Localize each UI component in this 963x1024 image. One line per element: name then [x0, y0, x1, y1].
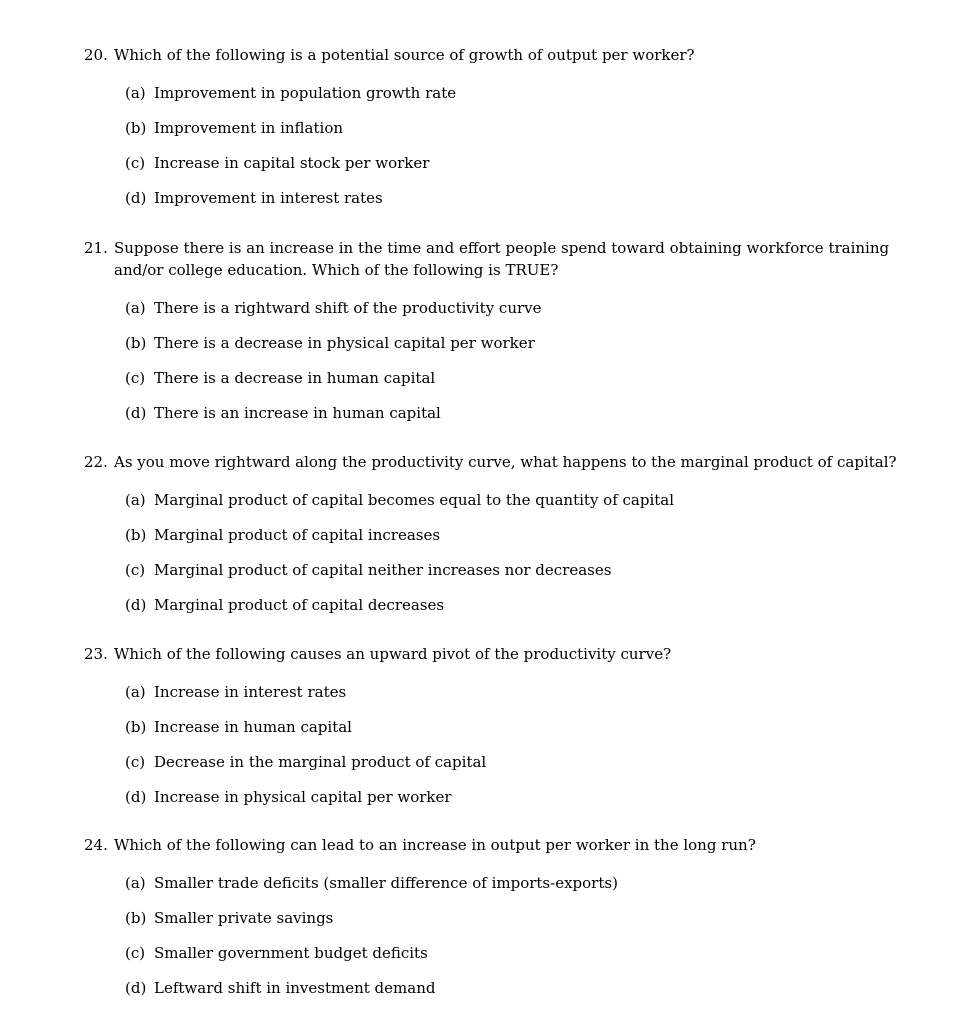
option-d[interactable] — [125, 402, 914, 437]
option-text: Increase in interest rates — [154, 683, 347, 701]
question-number: 21. — [84, 239, 108, 257]
question-stem — [84, 44, 914, 66]
option-list — [84, 82, 914, 222]
question-20 — [84, 44, 914, 222]
option-letter: (c) — [125, 369, 146, 387]
option-d[interactable] — [125, 977, 914, 1012]
option-letter: (b) — [125, 119, 147, 137]
option-text: Improvement in population growth rate — [154, 84, 457, 102]
option-text: Marginal product of capital increases — [154, 526, 441, 544]
option-a[interactable] — [125, 82, 914, 117]
question-text: As you move rightward along the productivity curve, what happens to the marginal product of capital? — [114, 453, 897, 471]
option-letter: (a) — [125, 491, 146, 509]
option-a[interactable] — [125, 489, 914, 524]
option-list — [84, 681, 914, 821]
question-stem — [84, 237, 914, 281]
option-text: Marginal product of capital becomes equal to the quantity of capital — [154, 491, 675, 509]
option-letter: (d) — [125, 788, 147, 806]
question-23 — [84, 643, 914, 821]
question-22 — [84, 451, 914, 629]
question-text: Which of the following causes an upward pivot of the productivity curve? — [114, 645, 672, 663]
option-a[interactable] — [125, 872, 914, 907]
option-text: Marginal product of capital neither increases nor decreases — [154, 561, 612, 579]
option-text: There is an increase in human capital — [154, 404, 441, 422]
option-d[interactable] — [125, 594, 914, 629]
option-c[interactable] — [125, 751, 914, 786]
option-list — [84, 872, 914, 1012]
option-c[interactable] — [125, 367, 914, 402]
option-text: Marginal product of capital decreases — [154, 596, 445, 614]
option-b[interactable] — [125, 117, 914, 152]
option-text: Leftward shift in investment demand — [154, 979, 436, 997]
option-text: Decrease in the marginal product of capital — [154, 753, 487, 771]
option-b[interactable] — [125, 907, 914, 942]
question-24 — [84, 834, 914, 1012]
option-c[interactable] — [125, 942, 914, 977]
option-b[interactable] — [125, 716, 914, 751]
option-a[interactable] — [125, 681, 914, 716]
option-letter: (c) — [125, 753, 146, 771]
option-b[interactable] — [125, 332, 914, 367]
option-letter: (a) — [125, 299, 146, 317]
option-letter: (d) — [125, 979, 147, 997]
question-21 — [84, 237, 914, 437]
option-text: Smaller trade deficits (smaller difference of imports-exports) — [154, 874, 618, 892]
option-letter: (a) — [125, 84, 146, 102]
option-b[interactable] — [125, 524, 914, 559]
question-text: Suppose there is an increase in the time and effort people spend toward obtaining workforce training and/or college education. Which of the following is TRUE? — [114, 239, 890, 279]
option-text: Smaller government budget deficits — [154, 944, 428, 962]
option-letter: (a) — [125, 874, 146, 892]
option-text: Improvement in interest rates — [154, 189, 383, 207]
option-text: There is a decrease in human capital — [154, 369, 436, 387]
option-c[interactable] — [125, 152, 914, 187]
option-letter: (b) — [125, 909, 147, 927]
question-stem — [84, 451, 914, 473]
question-text: Which of the following is a potential source of growth of output per worker? — [114, 46, 695, 64]
option-letter: (b) — [125, 718, 147, 736]
question-stem — [84, 643, 914, 665]
option-d[interactable] — [125, 786, 914, 821]
question-number: 24. — [84, 836, 108, 854]
option-list — [84, 489, 914, 629]
option-text: Improvement in inflation — [154, 119, 344, 137]
option-text: Smaller private savings — [154, 909, 334, 927]
question-stem — [84, 834, 914, 856]
option-text: There is a decrease in physical capital per worker — [154, 334, 535, 352]
option-letter: (d) — [125, 596, 147, 614]
option-text: There is a rightward shift of the productivity curve — [154, 299, 542, 317]
option-letter: (a) — [125, 683, 146, 701]
question-number: 22. — [84, 453, 108, 471]
option-list — [84, 297, 914, 437]
option-letter: (b) — [125, 526, 147, 544]
option-letter: (d) — [125, 404, 147, 422]
option-letter: (c) — [125, 944, 146, 962]
option-d[interactable] — [125, 187, 914, 222]
option-letter: (b) — [125, 334, 147, 352]
option-a[interactable] — [125, 297, 914, 332]
option-letter: (c) — [125, 561, 146, 579]
question-text: Which of the following can lead to an increase in output per worker in the long run? — [114, 836, 756, 854]
option-text: Increase in physical capital per worker — [154, 788, 452, 806]
option-text: Increase in human capital — [154, 718, 352, 736]
option-letter: (c) — [125, 154, 146, 172]
question-number: 20. — [84, 46, 108, 64]
option-c[interactable] — [125, 559, 914, 594]
option-text: Increase in capital stock per worker — [154, 154, 430, 172]
question-number: 23. — [84, 645, 108, 663]
option-letter: (d) — [125, 189, 147, 207]
